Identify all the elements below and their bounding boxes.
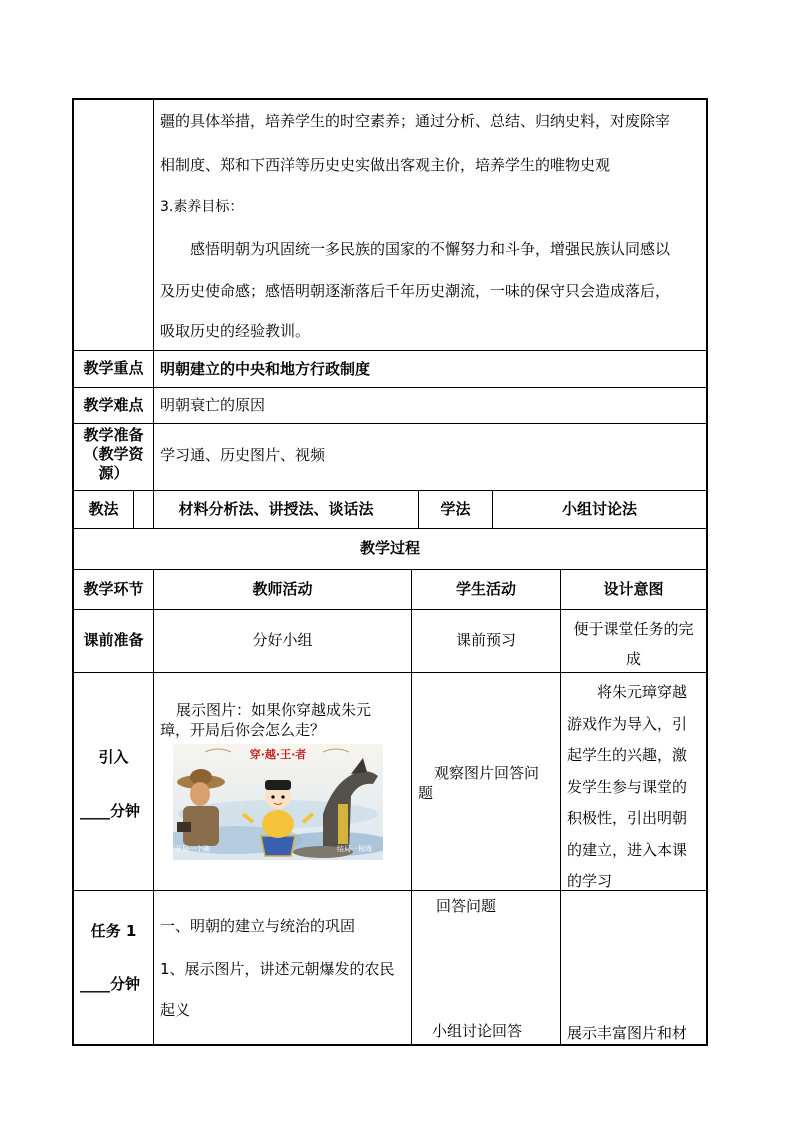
prep-design-line: 成 [625, 650, 641, 668]
objective-line: 感悟明朝为巩固统一多民族的国家的不懈努力和斗争，增强民族认同感以 [190, 240, 671, 258]
objective-line: 相制度、郑和下西洋等历史史实做出客观主价，培养学生的唯物史观 [160, 156, 611, 174]
prep-stage: 课前准备 [83, 631, 144, 650]
table-border-top [72, 98, 708, 100]
learning-method-label: 学法 [440, 499, 471, 518]
intro-student-line: 题 [418, 784, 434, 802]
game-banner-image [173, 744, 383, 860]
preparation-value: 学习通、历史图片、视频 [160, 446, 326, 464]
intro-design-line: 的建立，进入本课 [567, 840, 688, 859]
task1-student-line: 小组讨论回答 [432, 1022, 523, 1040]
intro-design [567, 677, 705, 898]
prep-student: 课前预习 [455, 631, 516, 650]
image-title: 穿·越·王·者 [249, 748, 307, 761]
difficulty-label: 教学难点 [83, 395, 144, 414]
intro-design-line: 的学习 [567, 872, 613, 890]
header-stage: 教学环节 [83, 579, 144, 598]
image-caption-right: 结局一根绳 [337, 845, 372, 853]
header-student: 学生活动 [455, 579, 516, 598]
intro-design-line: 积极性，引出明朝 [567, 809, 688, 827]
table-border-right [706, 98, 708, 1046]
objective-line: 及历史使命感；感悟明朝逐渐落后千年历史潮流，一味的保守只会造成落后， [160, 282, 671, 300]
teaching-method-label: 教法 [88, 499, 119, 518]
intro-design-line: 发学生参与课堂的 [567, 777, 688, 796]
preparation-label-line: （教学资 [83, 445, 144, 463]
prep-design-line: 便于课堂任务的完 [573, 620, 694, 638]
difficulty-value: 明朝衰亡的原因 [160, 396, 266, 414]
key-point-label: 教学重点 [83, 359, 144, 378]
intro-minutes: ____分钟 [80, 802, 141, 820]
header-design: 设计意图 [603, 579, 664, 598]
row-line [72, 423, 708, 424]
prep-teacher: 分好小组 [252, 631, 313, 650]
table-border-bottom [72, 1044, 708, 1046]
row-line [72, 387, 708, 388]
objective-heading: 3.素养目标： [160, 199, 244, 215]
preparation-label-line: 源） [98, 464, 129, 482]
task1-teacher-line: 起义 [160, 1001, 191, 1019]
objective-line: 吸取历史的经验教训。 [160, 322, 311, 340]
prep-design [561, 614, 706, 674]
intro-student [418, 763, 558, 803]
row-line [72, 350, 708, 351]
task1-design: 展示丰富图片和材 [567, 1024, 688, 1042]
process-title: 教学过程 [359, 539, 420, 558]
learning-method-value: 小组讨论法 [561, 499, 637, 518]
objective-line: 疆的具体举措，培养学生的时空素养；通过分析、总结、归纳史料，对废除宰 [160, 112, 671, 130]
task1-teacher-line: 1、展示图片，讲述元朝爆发的农民 [160, 960, 395, 978]
intro-stage: 引入 [98, 748, 129, 766]
task1-minutes: ____分钟 [80, 975, 141, 993]
task1-student-line: 回答问题 [436, 897, 497, 915]
intro-design-line: 将朱元璋穿越 [597, 683, 688, 701]
col-line [153, 98, 154, 528]
task1-stage: 任务 1 [90, 922, 137, 940]
intro-design-line: 起学生的兴趣，激 [567, 746, 688, 764]
teaching-method-value: 材料分析法、讲授法、谈话法 [178, 499, 374, 518]
preparation-label-line: 教学准备 [83, 426, 144, 444]
key-point-value: 明朝建立的中央和地方行政制度 [160, 360, 371, 378]
image-caption-left: 开局一个碗 [175, 845, 210, 853]
intro-student-line: 观察图片回答问 [434, 764, 540, 782]
intro-design-line: 游戏作为导入，引 [567, 714, 688, 733]
intro-teacher-line: 璋，开局后你会怎么走？ [160, 721, 326, 739]
header-teacher: 教师活动 [252, 579, 313, 598]
task1-teacher-line: 一、明朝的建立与统治的巩固 [160, 917, 356, 935]
preparation-label [74, 426, 153, 483]
intro-teacher-line: 展示图片：如果你穿越成朱元 [176, 701, 372, 719]
